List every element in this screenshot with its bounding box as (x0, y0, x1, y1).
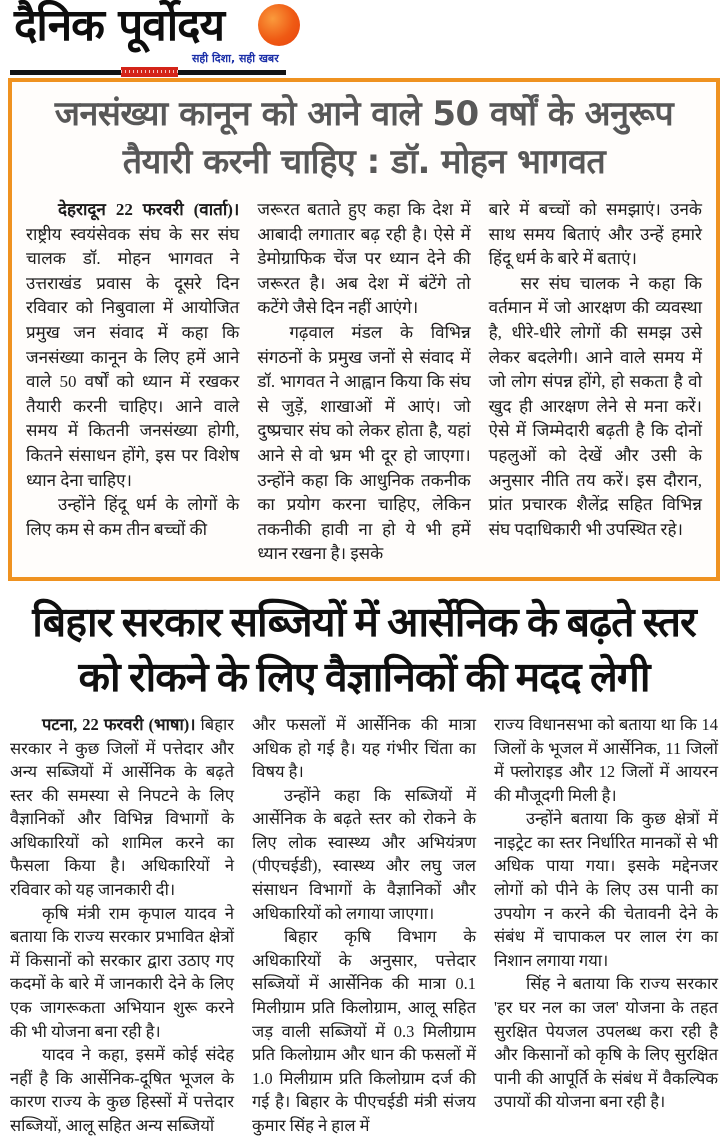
paragraph: सर संघ चालक ने कहा कि वर्तमान में जो आरक्षण की व्यवस्था है, धीरे-धीरे लोगों की समझ उसे लेकर बदलेगी। आने वाले समय में जो लोग संपन्न होंगे, हो सकता है वो खुद ही आरक्षण लेने से मना करें। ऐसे में जिम्मेदारी बढ़ती है कि दोनों पहलुओं को देखें और उसी के अनुसार नीति तय करें। इस दौरान, प्रांत प्रचारक शैलेंद्र सहित विभिन्न संघ पदाधिकारी भी उपस्थित रहे। (488, 273, 702, 539)
paragraph: उन्होंने कहा कि सब्जियों में आर्सेनिक के बढ़ते स्तर को रोकने के लिए लोक स्वास्थ्य और अभियंत्रण (पीएचईडी), स्वास्थ्य और लघु जल संसाधन विभागों के वैज्ञानिकों और अधिकारियों को लगाया जाएगा। (252, 785, 476, 923)
article-population-law (8, 78, 720, 581)
paragraph: यादव ने कहा, इसमें कोई संदेह नहीं है कि आर्सेनिक-दूषित भूजल के कारण राज्य के कुछ हिस्सों में पत्तेदार सब्जियों, आलू सहित अन्य सब्जियों (10, 1045, 234, 1135)
article2-column-2 (252, 713, 476, 1138)
article1-headline: जनसंख्या कानून को आने वाले 50 वर्षों के अनुरूप तैयारी करनी चाहिए : डॉ. मोहन भागवत (54, 94, 674, 182)
article1-column-1 (26, 198, 239, 567)
paragraph (26, 198, 239, 493)
article2-column-1 (10, 713, 234, 1138)
article1-dateline: देहरादून 22 फरवरी (वार्ता)। (58, 200, 240, 219)
paragraph: राज्य विधानसभा को बताया था कि 14 जिलों के भूजल में आर्सेनिक, 11 जिलों में फ्लोराइड और 12 जिलों में आयरन की मौजूदगी मिली है। (494, 714, 718, 805)
paragraph: बिहार कृषि विभाग के अधिकारियों के अनुसार, पत्तेदार सब्जियों में आर्सेनिक की मात्रा 0.1 मिलीग्राम प्रति किलोग्राम, आलू सहित जड़ वाली सब्जियों में 0.3 मिलीग्राम प्रति किलोग्राम और धान की फसलों में 1.0 मिलीग्राम प्रति किलोग्राम दर्ज की गई है। बिहार के पीएचईडी मंत्री संजय कुमार सिंह ने हाल में (252, 927, 476, 1135)
paragraph: कृषि मंत्री राम कृपाल यादव ने बताया कि राज्य सरकार प्रभावित क्षेत्रों में किसानों को सरकार द्वारा उठाए गए कदमों के बारे में जानकारी देने के लिए एक जागरूकता अभियान शुरू करने की भी योजना बना रही है। (10, 903, 234, 1041)
article2-headline: बिहार सरकार सब्जियों में आर्सेनिक के बढ़ते स्तर को रोकने के लिए वैज्ञानिकों की मदद लेगी (32, 598, 696, 700)
article1-column-3 (489, 198, 702, 567)
paragraph-text: बिहार सरकार ने कुछ जिलों में पत्तेदार और अन्य सब्जियों में आर्सेनिक के बढ़ते स्तर की समस्या से निपटने के लिए वैज्ञानिकों और विभिन्न विभागों के अधिकारियों को शामिल करने का फैसला किया है। अधिकारियों ने रविवार को यह जानकारी दी। (10, 714, 234, 900)
masthead-red-badge (121, 67, 178, 77)
article-bihar-arsenic (0, 595, 728, 1138)
paragraph: जरूरत बताते हुए कहा कि देश में आबादी लगातार बढ़ रही है। ऐसे में डेमोग्राफिक चेंज पर ध्यान देने की जरूरत है। अब देश में बंटेंगे तो कटेंगे जैसे दिन नहीं आएंगे। (257, 200, 471, 318)
paragraph: और फसलों में आर्सेनिक की मात्रा अधिक हो गई है। यह गंभीर चिंता का विषय है। (252, 714, 476, 782)
newspaper-tagline: सही दिशा, सही खबर (192, 52, 279, 65)
paragraph (10, 713, 234, 902)
paragraph: बारे में बच्चों को समझाएं। उनके साथ समय बिताएं और उन्हें हमारे हिंदू धर्म के बारे में बताएं। (488, 200, 702, 269)
paragraph: उन्होंने बताया कि कुछ क्षेत्रों में नाइट्रेट का स्तर निर्धारित मानकों से भी अधिक पाया गया। इसके मद्देनजर लोगों को पीने के लिए उस पानी का उपयोग न करने की चेतावनी देने के संबंध में चापाकल पर लाल रंग का निशान लगाया गया। (494, 809, 718, 970)
article2-body (10, 713, 718, 1138)
masthead (0, 0, 728, 78)
article2-dateline: पटना, 22 फरवरी (भाषा)। (42, 714, 196, 734)
article1-column-2 (257, 198, 470, 567)
sun-logo-icon (258, 4, 300, 46)
paragraph: गढ़वाल मंडल के विभिन्न संगठनों के प्रमुख जनों से संवाद में डॉ. भागवत ने आह्वान किया कि संघ से जुड़ें, शाखाओं में आएं। जो दुष्प्रचार संघ को लेकर होता है, यहां आने से वो भ्रम भी दूर हो जाएगा। उन्होंने कहा कि आधुनिक तकनीक का प्रयोग करना चाहिए, लेकिन तकनीकी हावी ना हो ये भी हमें ध्यान रखना है। इसके (257, 322, 471, 564)
article1-body (26, 198, 702, 567)
paragraph: सिंह ने बताया कि राज्य सरकार 'हर घर नल का जल' योजना के तहत सुरक्षित पेयजल उपलब्ध करा रही है और किसानों को कृषि के लिए सुरक्षित पानी की आपूर्ति के संबंध में वैकल्पिक उपायों की योजना बना रही है। (494, 974, 718, 1112)
paragraph: उन्होंने हिंदू धर्म के लोगों के लिए कम से कम तीन बच्चों की (26, 495, 240, 539)
article2-column-3 (494, 713, 718, 1138)
paragraph-text: राष्ट्रीय स्वयंसेवक संघ के सर संघ चालक डॉ. मोहन भागवत ने उत्तराखंड प्रवास के दूसरे दिन रविवार को निबुवाला में आयोजित प्रमुख जन संवाद में कहा कि जनसंख्या कानून के लिए हमें आने वाले 50 वर्षों को ध्यान में रखकर तैयारी करनी चाहिए। आने वाले समय में कितनी जनसंख्या होगी, कितने संसाधन होंगे, इस पर विशेष ध्यान देना चाहिए। (26, 224, 240, 490)
newspaper-logo: दैनिक पूर्वोदय (14, 0, 225, 51)
